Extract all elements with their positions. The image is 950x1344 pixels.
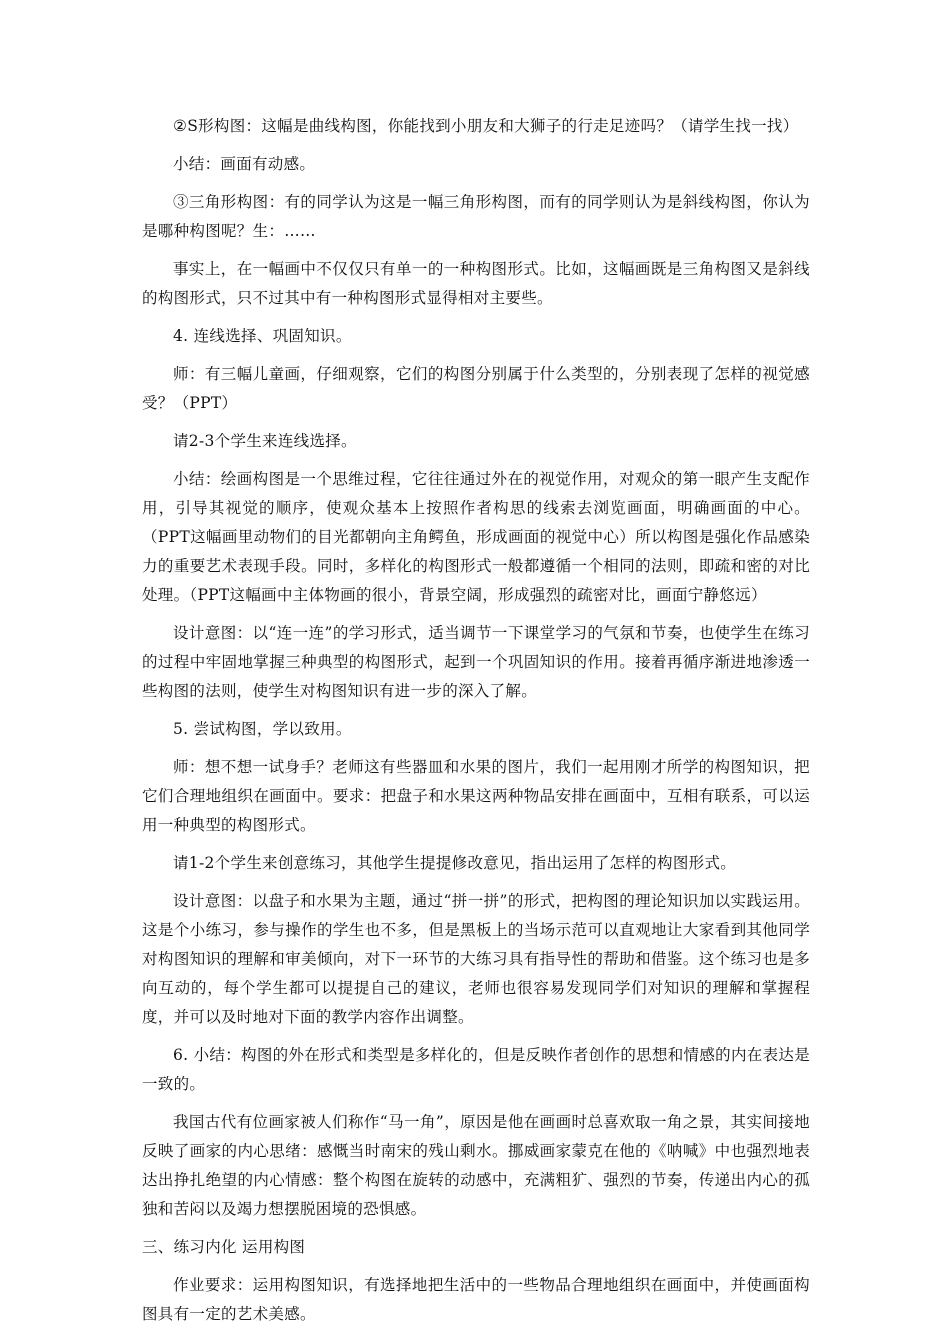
paragraph: 事实上，在一幅画中不仅仅只有单一的一种构图形式。比如，这幅画既是三角构图又是斜线的构图形式，只不过其中有一种构图形式显得相对主要些。 xyxy=(142,260,810,307)
paragraph: 师：想不想一试身手？老师这有些器皿和水果的图片，我们一起用刚才所学的构图知识，把它们合理地组织在画面中。要求：把盘子和水果这两种物品安排在画面中，互相有联系，可以运用一种典型的构图形式。 xyxy=(142,758,810,834)
paragraph: ③三角形构图：有的同学认为这是一幅三角形构图，而有的同学则认为是斜线构图，你认为是哪种构图呢？生：…… xyxy=(142,193,810,240)
paragraph: 作业要求：运用构图知识，有选择地把生活中的一些物品合理地组织在画面中，并使画面构图具有一定的艺术美感。 xyxy=(142,1276,810,1323)
document-page xyxy=(142,112,810,1338)
section-step-heading: 5. 尝试构图，学以致用。 xyxy=(173,720,352,738)
paragraph: 请1-2个学生来创意练习，其他学生提提修改意见，指出运用了怎样的构图形式。 xyxy=(173,854,737,872)
section-step-heading: 4. 连线选择、巩固知识。 xyxy=(173,327,352,345)
paragraph: 小结：画面有动感。 xyxy=(173,155,316,173)
paragraph: 请2-3个学生来连线选择。 xyxy=(173,432,357,450)
paragraph: 师：有三幅儿童画，仔细观察，它们的构图分别属于什么类型的，分别表现了怎样的视觉感受？（PPT） xyxy=(142,365,810,412)
paragraph: 设计意图：以“连一连”的学习形式，适当调节一下课堂学习的气氛和节奏，也使学生在练习的过程中牢固地掌握三种典型的构图形式，起到一个巩固知识的作用。接着再循序渐进地渗透一些构图的法则，使学生对构图知识有进一步的深入了解。 xyxy=(142,624,810,700)
paragraph: 小结：绘画构图是一个思维过程，它往往通过外在的视觉作用，对观众的第一眼产生支配作用，引导其视觉的顺序，使观众基本上按照作者构思的线索去浏览画面，明确画面的中心。（PPT这幅画里动物们的目光都朝向主角鳄鱼，形成画面的视觉中心）所以构图是强化作品感染力的重要艺术表现手段。同时，多样化的构图形式一般都遵循一个相同的法则，即疏和密的对比处理。（PPT这幅画中主体物画的很小，背景空阔，形成强烈的疏密对比，画面宁静悠远） xyxy=(142,470,810,604)
section-heading: 三、练习内化 运用构图 xyxy=(142,1238,306,1256)
paragraph: ②S形构图：这幅是曲线构图，你能找到小朋友和大狮子的行走足迹吗？（请学生找一找） xyxy=(173,117,799,135)
paragraph: 我国古代有位画家被人们称作“马一角”，原因是他在画画时总喜欢取一角之景，其实间接地反映了画家的内心思绪：感慨当时南宋的残山剩水。挪威画家蒙克在他的《呐喊》中也强烈地表达出挣扎绝望的内心情感：整个构图在旋转的动感中，充满粗犷、强烈的节奏，传递出内心的孤独和苦闷以及竭力想摆脱困境的恐惧感。 xyxy=(142,1113,810,1218)
section-step-heading: 6. 小结：构图的外在形式和类型是多样化的，但是反映作者创作的思想和情感的内在表达是一致的。 xyxy=(142,1046,810,1093)
paragraph: 设计意图：以盘子和水果为主题，通过“拼一拼”的形式，把构图的理论知识加以实践运用。这是个小练习，参与操作的学生也不多，但是黑板上的当场示范可以直观地让大家看到其他同学对构图知识的理解和审美倾向，对下一环节的大练习具有指导性的帮助和借鉴。这个练习也是多向互动的，每个学生都可以提提自己的建议，老师也很容易发现同学们对知识的理解和掌握程度，并可以及时地对下面的教学内容作出调整。 xyxy=(142,892,810,1026)
